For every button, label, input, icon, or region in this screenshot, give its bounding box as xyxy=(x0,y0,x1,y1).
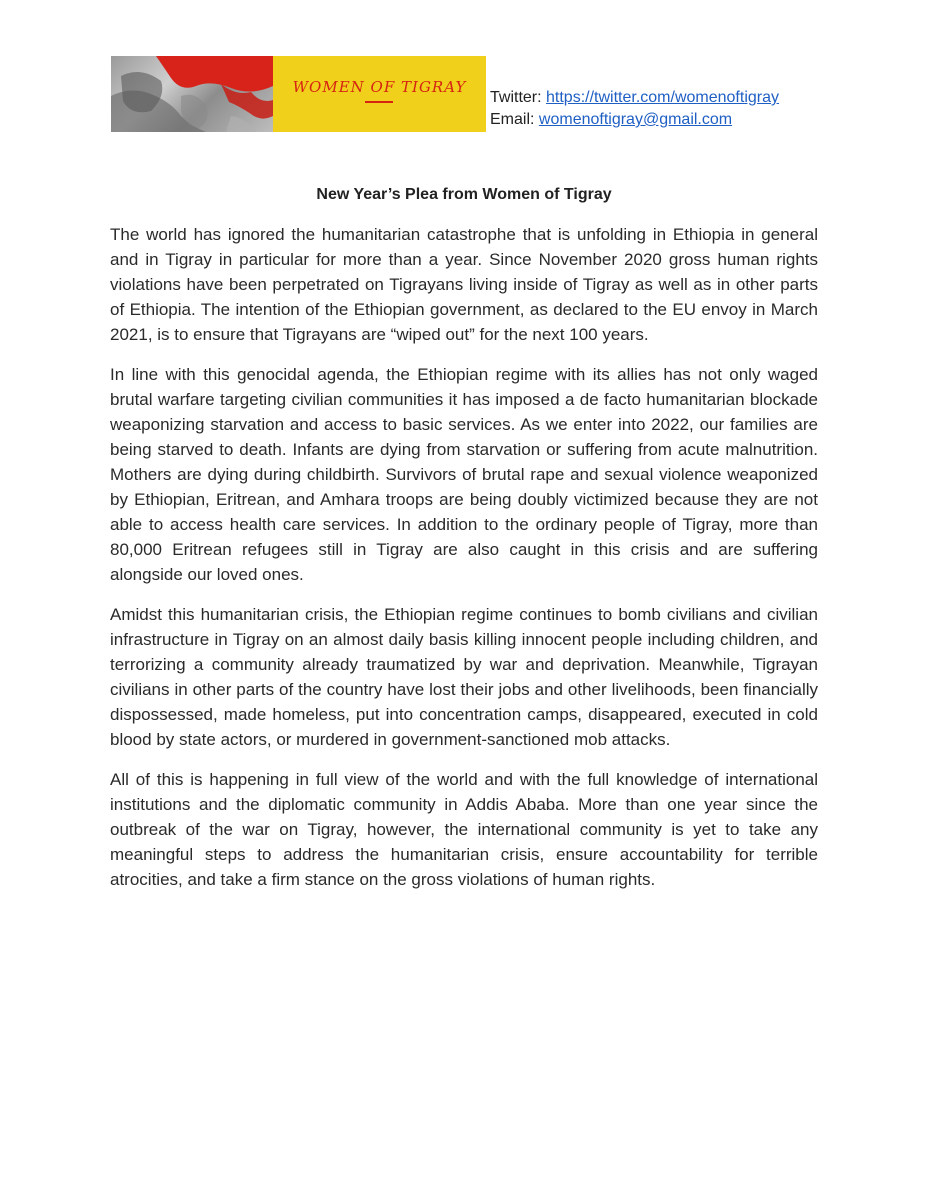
contact-info xyxy=(490,87,779,131)
document-body xyxy=(110,222,818,907)
email-link[interactable]: womenoftigray@gmail.com xyxy=(538,111,733,128)
letterhead xyxy=(111,56,831,132)
paragraph-4: All of this is happening in full view of the world and with the full knowledge of international institutions and the diplomatic community in Addis Ababa. More than one year since the outbreak of the war on Tigray, however, the international community is yet to take any meaningful steps to address the humanitarian crisis, ensure accountability for terrible atrocities, and take a firm stance on the gross violations of human rights. xyxy=(110,770,818,889)
banner-underline xyxy=(365,101,393,103)
banner-logo xyxy=(273,56,486,132)
paragraph-2: In line with this genocidal agenda, the Ethiopian regime with its allies has not only waged brutal warfare targeting civilian communities it has imposed a de facto humanitarian blockade weaponizing starvation and access to basic services. As we enter into 2022, our families are being starved to death. Infants are dying from starvation or suffering from acute malnutrition. Mothers are dying during childbirth. Survivors of brutal rape and sexual violence weaponized by Ethiopian, Eritrean, and Amhara troops are being doubly victimized because they are not able to access health care services. In addition to the ordinary people of Tigray, more than 80,000 Eritrean refugees still in Tigray are also caught in this crisis and are suffering alongside our loved ones. xyxy=(110,365,818,584)
email-line xyxy=(490,109,779,131)
paragraph-1: The world has ignored the humanitarian catastrophe that is unfolding in Ethiopia in general and in Tigray in particular for more than a year. Since November 2020 gross human rights violations have been perpetrated on Tigrayans living inside of Tigray as well as in other parts of Ethiopia. The intention of the Ethiopian government, as declared to the EU envoy in March 2021, is to ensure that Tigrayans are “wiped out” for the next 100 years. xyxy=(110,225,818,344)
twitter-line xyxy=(490,87,779,109)
email-label: Email: xyxy=(490,111,535,128)
twitter-link[interactable]: https://twitter.com/womenoftigray xyxy=(546,89,779,106)
banner-title: WOMEN OF TIGRAY xyxy=(292,78,467,96)
paragraph-3: Amidst this humanitarian crisis, the Ethiopian regime continues to bomb civilians and civilian infrastructure in Tigray on an almost daily basis killing innocent people including children, and terrorizing a community already traumatized by war and deprivation. Meanwhile, Tigrayan civilians in other parts of the country have lost their jobs and other livelihoods, been financially dispossessed, made homeless, put into concentration camps, disappeared, executed in cold blood by state actors, or murdered in government-sanctioned mob attacks. xyxy=(110,605,818,749)
banner-photo-graphic xyxy=(111,56,273,132)
document-title: New Year’s Plea from Women of Tigray xyxy=(316,186,612,203)
twitter-label: Twitter: xyxy=(490,89,542,106)
banner-photo-image xyxy=(111,56,273,132)
